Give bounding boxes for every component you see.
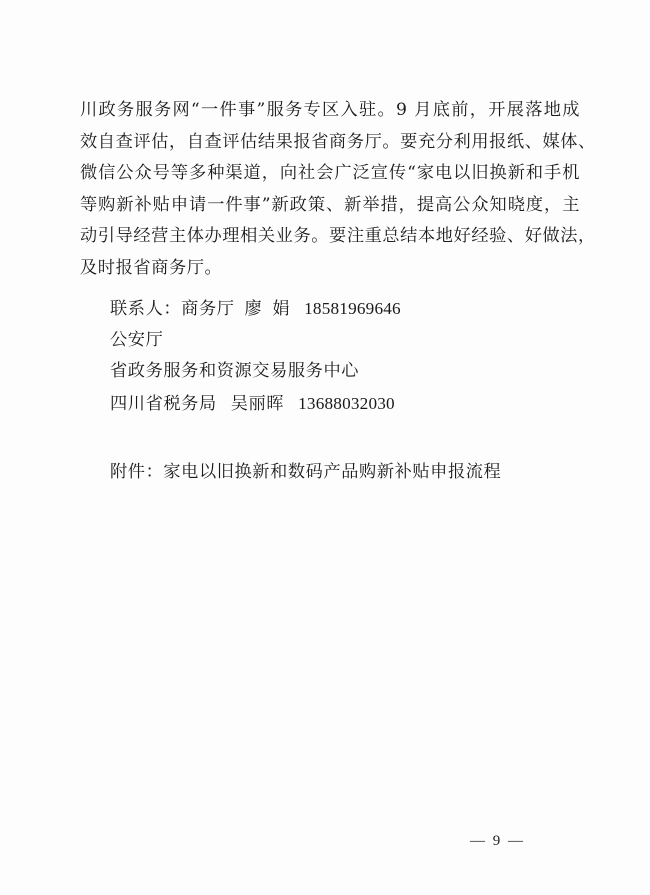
contact-line-tax [110, 388, 401, 420]
paragraph-line: 川政务服务网“一件事”服务专区入驻。9 月底前，开展落地成 [80, 100, 580, 120]
paragraph-line: 效自查评估，自查评估结果报省商务厅。要充分利用报纸、媒体、 [80, 131, 596, 152]
contact-line-public-security [110, 325, 401, 357]
contact-phone: 13688032030 [298, 393, 395, 413]
body-paragraph [80, 95, 596, 284]
contact-person: 吴丽晖 [230, 393, 285, 414]
contact-list [110, 293, 401, 419]
paragraph-line: 及时报省商务厅。 [80, 257, 223, 278]
contact-department: 公安厅 [110, 329, 164, 350]
page-number: — 9 — [470, 833, 525, 849]
attachment-note: 附件：家电以旧换新和数码产品购新补贴申报流程 [110, 462, 502, 482]
contact-label: 联系人： [110, 299, 182, 319]
contact-line-gov-service [110, 356, 401, 388]
contact-department: 四川省税务局 [110, 393, 217, 414]
contact-department: 省政务服务和资源交易服务中心 [110, 361, 360, 381]
contact-phone: 18581969646 [304, 299, 401, 318]
contact-line-commerce [110, 293, 401, 325]
contact-person-surname: 廖 [244, 299, 263, 319]
contact-department: 商务厅 [181, 299, 235, 319]
contact-person-given: 娟 [272, 299, 291, 319]
paragraph-line: 动引导经营主体办理相关业务。要注重总结本地好经验、好做法， [80, 226, 596, 246]
paragraph-line: 微信公众号等多种渠道，向社会广泛宣传“家电以旧换新和手机 [80, 163, 580, 183]
paragraph-line: 等购新补贴申请一件事”新政策、新举措，提高公众知晓度，主 [80, 194, 580, 215]
